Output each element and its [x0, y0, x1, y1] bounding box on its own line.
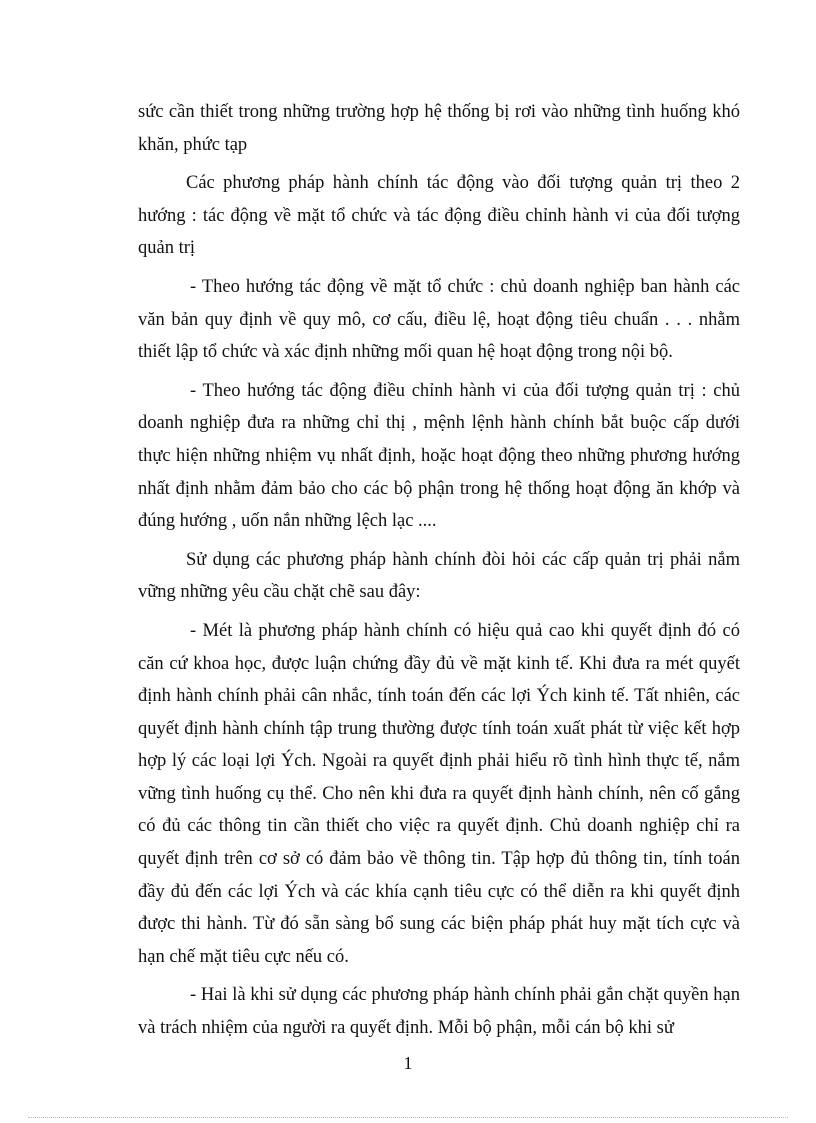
paragraph-requirement-two: - Hai là khi sử dụng các phương pháp hành chính phải gắn chặt quyền hạn và trách nhiệm của người ra quyết định. Mỗi bộ phận, mỗi cán bộ khi sử	[138, 985, 740, 1039]
footer-divider	[28, 1117, 788, 1118]
paragraph-organizational-direction: - Theo hướng tác động về mặt tổ chức : chủ doanh nghiệp ban hành các văn bản quy định về quy mô, cơ cấu, điều lệ, hoạt động tiêu chuẩn . . . nhằm thiết lập tổ chức và xác định những mối quan hệ hoạt động trong nội bộ.	[138, 276, 740, 363]
body-text	[138, 96, 740, 1051]
page-number: 1	[403, 1053, 413, 1073]
paragraph-continuation: sức cần thiết trong những trường hợp hệ thống bị rơi vào những tình huống khó khăn, phức tạp	[138, 102, 740, 155]
paragraph-requirement-one: - Mét là phương pháp hành chính có hiệu quả cao khi quyết định đó có căn cứ khoa học, được luận chứng đầy đủ về mặt kinh tế. Khi đưa ra mét quyết định hành chính phải cân nhắc, tính toán đến các lợi Ých kinh tế. Tất nhiên, các quyết định hành chính tập trung thường được tính toán xuất phát từ việc kết hợp hợp lý các loại lợi Ých. Ngoài ra quyết định phải hiểu rõ tình hình thực tế, nắm vững tình huống cụ thể. Cho nên khi đưa ra quyết định hành chính, nên cố gắng có đủ các thông tin cần thiết cho việc ra quyết định. Chủ doanh nghiệp chỉ ra quyết định trên cơ sở có đảm bảo về thông tin. Tập hợp đủ thông tin, tính toán đầy đủ đến các lợi Ých và các khía cạnh tiêu cực có thể diễn ra khi quyết định được thi hành. Từ đó sẵn sàng bổ sung các biện pháp phát huy mặt tích cực và hạn chế mặt tiêu cực nếu có.	[138, 620, 740, 967]
paragraph-behavior-direction: - Theo hướng tác động điều chỉnh hành vi của đối tượng quản trị : chủ doanh nghiệp đưa ra những chỉ thị , mệnh lệnh hành chính bắt buộc cấp dưới thực hiện những nhiệm vụ nhất định, hoặc hoạt động theo những phương hướng nhất định nhằm đảm bảo cho các bộ phận trong hệ thống hoạt động ăn khớp và đúng hướng , uốn nắn những lệch lạc ....	[138, 380, 740, 532]
paragraph-admin-methods-directions: Các phương pháp hành chính tác động vào đối tượng quản trị theo 2 hướng : tác động về mặt tổ chức và tác động điều chỉnh hành vi của đối tượng quản trị	[138, 173, 740, 259]
paragraph-requirements-intro: Sử dụng các phương pháp hành chính đòi hỏi các cấp quản trị phải nắm vững những yêu cầu chặt chẽ sau đây:	[138, 549, 740, 603]
